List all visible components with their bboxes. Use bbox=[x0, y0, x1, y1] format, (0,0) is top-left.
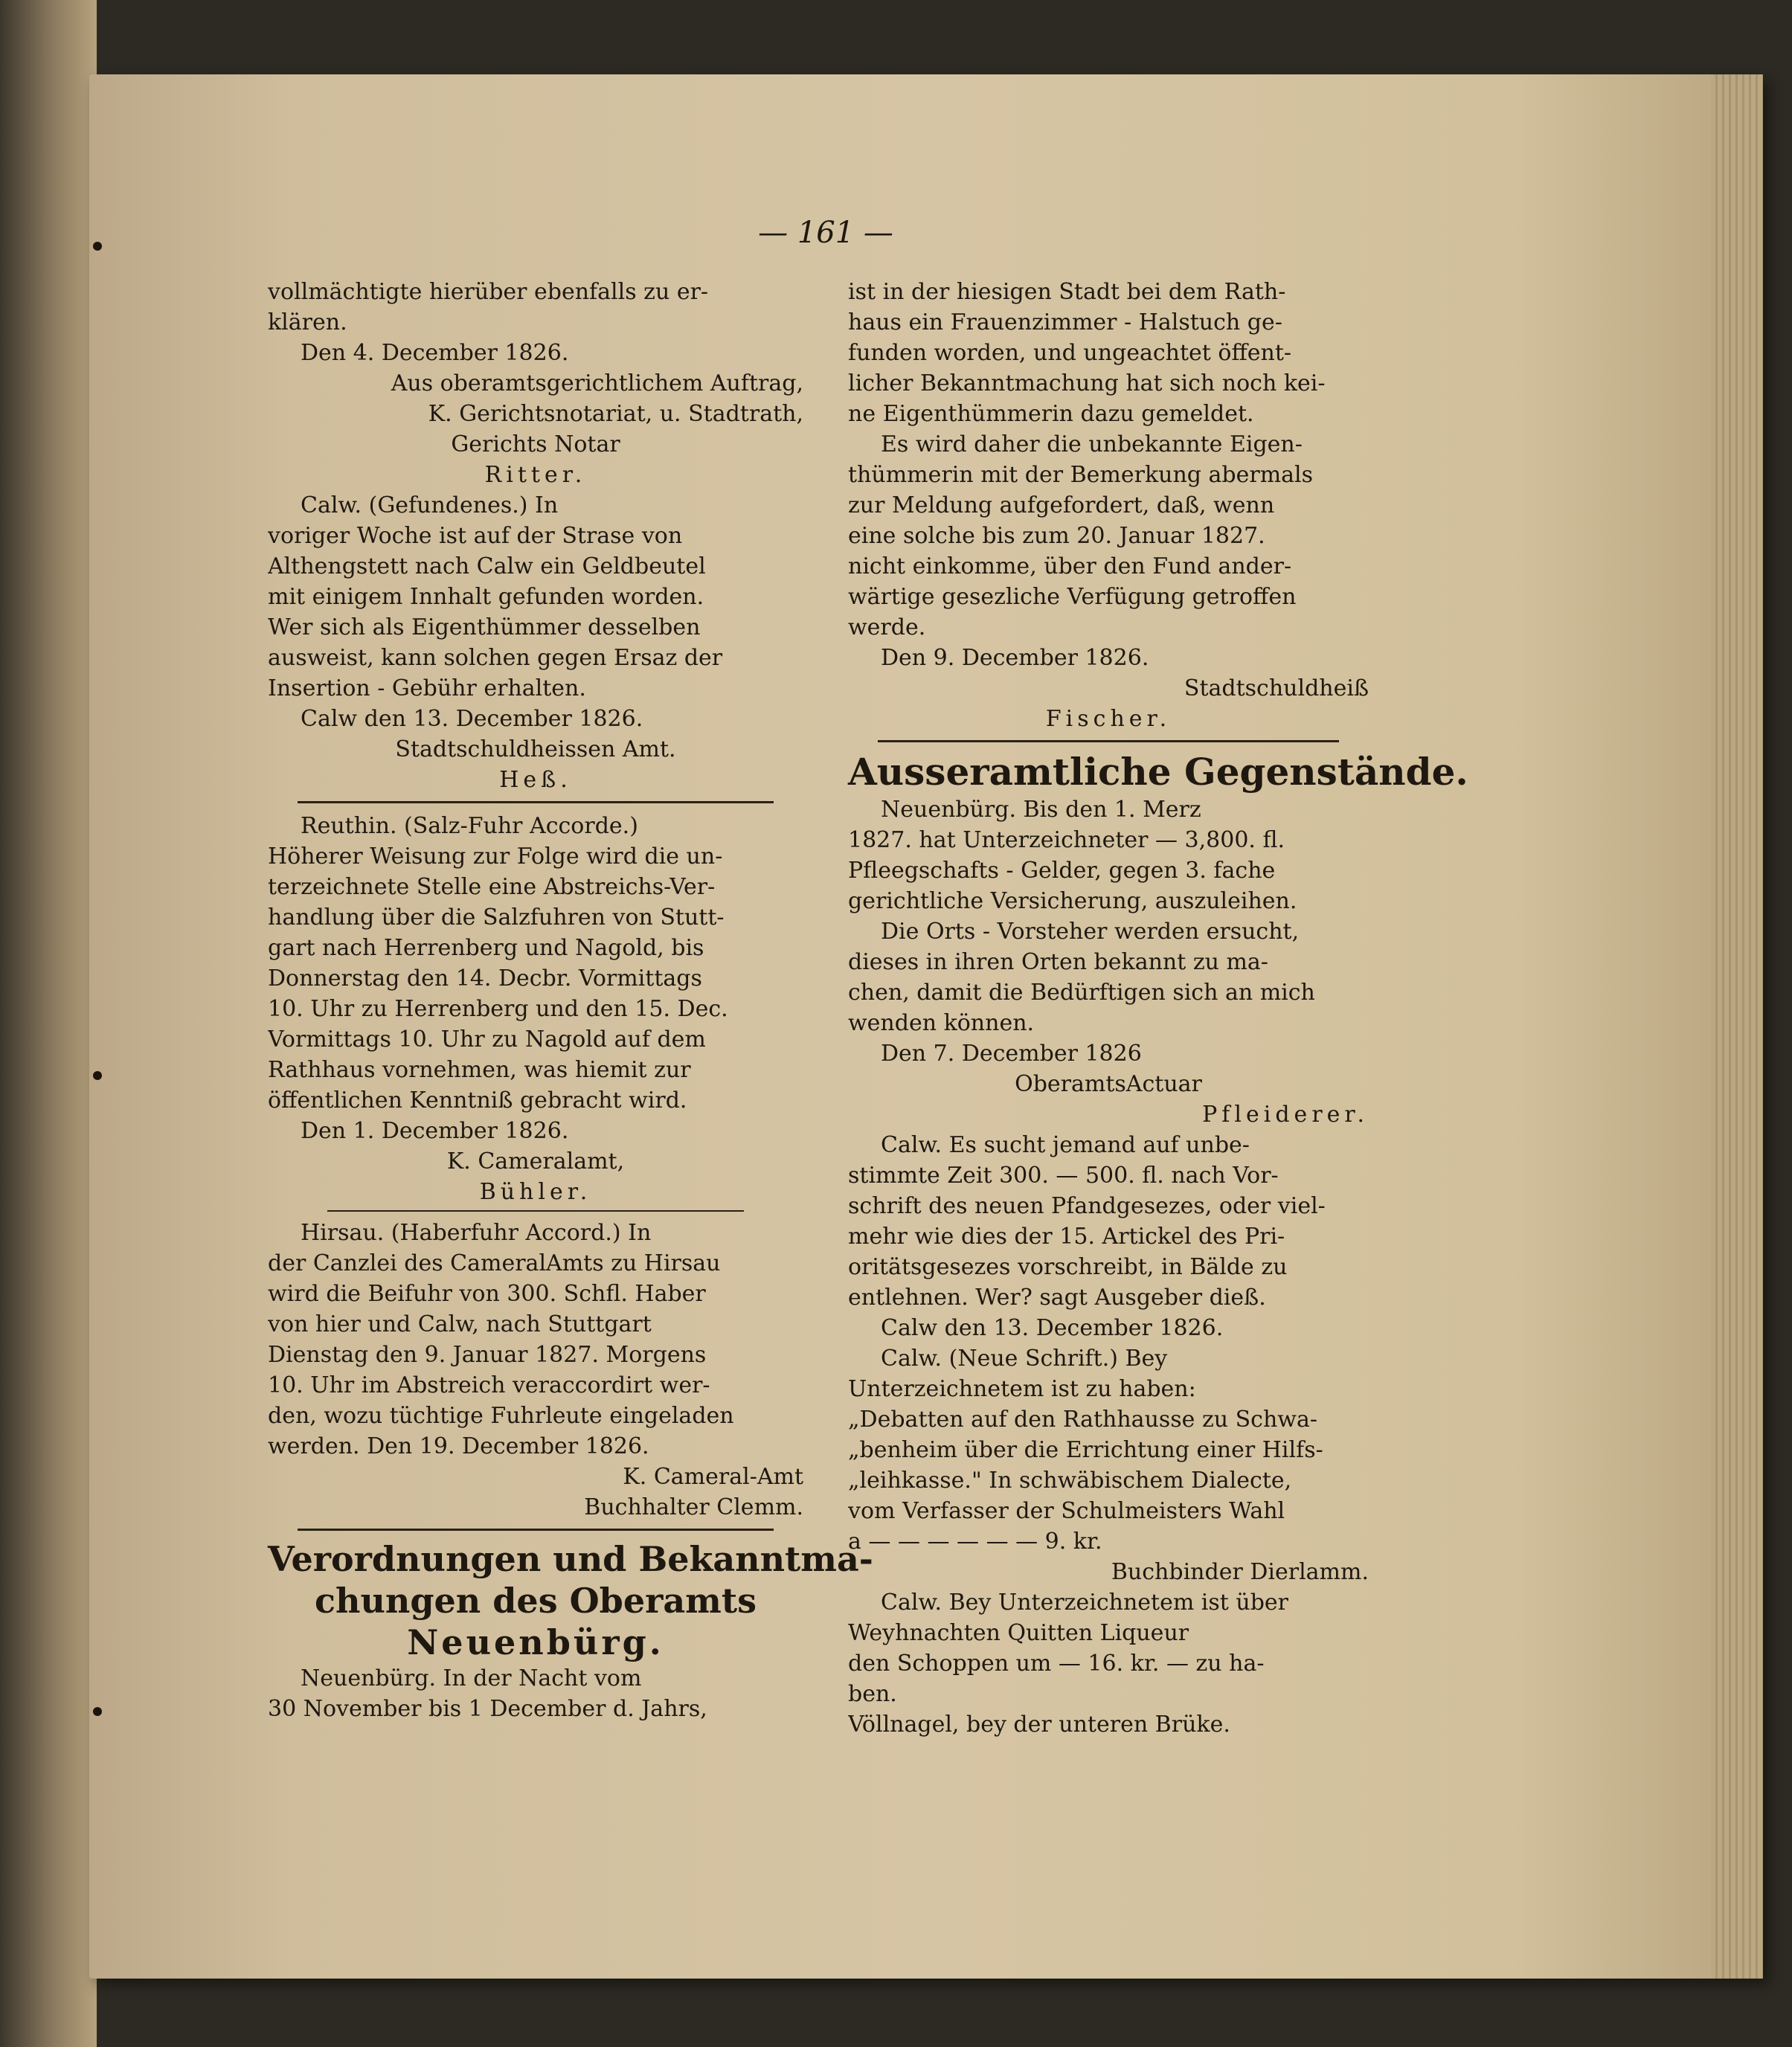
section-heading-line: Neuenbürg. bbox=[407, 1622, 664, 1662]
text-line: Aus oberamtsgerichtlichem Auftrag, bbox=[391, 370, 803, 396]
text-line: Donnerstag den 14. Decbr. Vormittags bbox=[268, 965, 702, 992]
margin-mark bbox=[93, 1071, 102, 1080]
text-line: Den 1. December 1826. bbox=[301, 1118, 569, 1144]
text-line: Althengstett nach Calw ein Geldbeutel bbox=[268, 553, 706, 579]
text-line: a — — — — — — 9. kr. bbox=[848, 1529, 1102, 1555]
left-tail bbox=[268, 1663, 803, 1724]
text-line: Fischer. bbox=[1045, 706, 1172, 732]
text-line: ben. bbox=[848, 1681, 897, 1707]
text-line: wenden können. bbox=[848, 1010, 1035, 1036]
text-line: den Schoppen um — 16. kr. — zu ha- bbox=[848, 1651, 1265, 1677]
text-line: Stadtschuldheissen Amt. bbox=[395, 736, 676, 762]
text-line: Höherer Weisung zur Folge wird die un- bbox=[268, 843, 723, 870]
text-line: schrift des neuen Pfandgesezes, oder viel- bbox=[848, 1193, 1326, 1219]
text-line: K. Cameralamt, bbox=[446, 1148, 625, 1174]
text-line: haus ein Frauenzimmer - Halstuch ge- bbox=[848, 309, 1282, 335]
text-line: Es wird daher die unbekannte Eigen- bbox=[881, 431, 1303, 457]
text-line: wärtige gesezliche Verfügung getroffen bbox=[848, 584, 1297, 610]
margin-mark bbox=[93, 242, 102, 251]
text-line: Neuenbürg. Bis den 1. Merz bbox=[881, 797, 1201, 823]
text-line: Reuthin. (Salz-Fuhr Accorde.) bbox=[301, 813, 638, 839]
text-line: 1827. hat Unterzeichneter — 3,800. fl. bbox=[848, 827, 1285, 853]
text-line: Unterzeichnetem ist zu haben: bbox=[848, 1376, 1196, 1402]
notice-darlehen bbox=[848, 1130, 1369, 1343]
text-line: Calw. Es sucht jemand auf unbe- bbox=[881, 1132, 1250, 1158]
text-line: eine solche bis zum 20. Januar 1827. bbox=[848, 523, 1265, 549]
page-number: — 161 — bbox=[758, 216, 893, 250]
section-heading-line: chungen des Oberamts bbox=[315, 1581, 757, 1621]
text-line: Weyhnachten Quitten Liqueur bbox=[848, 1620, 1189, 1646]
notice-neue-schrift bbox=[848, 1343, 1369, 1587]
margin-mark bbox=[93, 1707, 102, 1716]
notice-gefundenes bbox=[268, 490, 803, 795]
left-column bbox=[268, 277, 873, 1724]
text-line: Gerichts Notar bbox=[451, 431, 620, 457]
text-line: „benheim über die Errichtung einer Hilfs- bbox=[848, 1437, 1323, 1463]
text-line: Calw den 13. December 1826. bbox=[881, 1315, 1224, 1341]
notice-rule bbox=[298, 801, 774, 803]
text-line: gerichtliche Versicherung, auszuleihen. bbox=[848, 888, 1297, 914]
text-line: Bühler. bbox=[479, 1179, 592, 1205]
text-line: klären. bbox=[268, 309, 347, 335]
text-line: „Debatten auf den Rathhausse zu Schwa- bbox=[848, 1407, 1318, 1433]
text-line: 30 November bis 1 December d. Jahrs, bbox=[268, 1696, 707, 1722]
text-line: dieses in ihren Orten bekannt zu ma- bbox=[848, 949, 1268, 975]
text-line: terzeichnete Stelle eine Abstreichs-Ver- bbox=[268, 874, 716, 900]
text-line: Neuenbürg. In der Nacht vom bbox=[301, 1665, 642, 1691]
text-line: öffentlichen Kenntniß gebracht wird. bbox=[268, 1087, 687, 1114]
text-line: Ritter. bbox=[484, 462, 587, 488]
text-line: funden worden, und ungeachtet öffent- bbox=[848, 340, 1292, 366]
text-line: wird die Beifuhr von 300. Schfl. Haber bbox=[268, 1281, 706, 1307]
right-notices bbox=[848, 794, 1369, 1740]
section-heading: Ausseramtliche Gegenstände. bbox=[848, 750, 1468, 794]
text-line: Buchbinder Dierlamm. bbox=[1111, 1559, 1369, 1585]
text-line: Rathhaus vornehmen, was hiemit zur bbox=[268, 1057, 691, 1083]
text-line: werden. Den 19. December 1826. bbox=[268, 1433, 649, 1459]
text-line: werde. bbox=[848, 614, 926, 640]
text-line: Pfleiderer. bbox=[1202, 1102, 1369, 1128]
text-line: von hier und Calw, nach Stuttgart bbox=[268, 1311, 652, 1337]
text-line: oritätsgesezes vorschreibt, in Bälde zu bbox=[848, 1254, 1288, 1280]
notice-salz-fuhr bbox=[268, 801, 803, 1207]
notice-continuation bbox=[268, 277, 803, 490]
text-line: Hirsau. (Haberfuhr Accord.) In bbox=[301, 1220, 652, 1246]
notice-haberfuhr bbox=[268, 1210, 803, 1523]
text-line: OberamtsActuar bbox=[1015, 1071, 1202, 1097]
text-line: Die Orts - Vorsteher werden ersucht, bbox=[881, 919, 1300, 945]
notice-pfleegschaft bbox=[848, 794, 1369, 1130]
text-line: ist in der hiesigen Stadt bei dem Rath- bbox=[848, 279, 1286, 305]
page-edge bbox=[1711, 74, 1763, 1979]
text-line: Calw den 13. December 1826. bbox=[301, 706, 643, 732]
book-spine bbox=[0, 0, 97, 2047]
text-line: gart nach Herrenberg und Nagold, bis bbox=[268, 935, 704, 961]
right-column bbox=[848, 277, 1468, 1740]
text-line: Dienstag den 9. Januar 1827. Morgens bbox=[268, 1342, 707, 1368]
notice-quitten-liqueur bbox=[848, 1587, 1369, 1740]
text-line: handlung über die Salzfuhren von Stutt- bbox=[268, 904, 725, 931]
text-line: Den 4. December 1826. bbox=[301, 340, 569, 366]
text-line: Pfleegschafts - Gelder, gegen 3. fache bbox=[848, 858, 1276, 884]
text-line: stimmte Zeit 300. — 500. fl. nach Vor- bbox=[848, 1163, 1279, 1189]
text-line: Buchhalter Clemm. bbox=[584, 1494, 803, 1520]
text-line: zur Meldung aufgefordert, daß, wenn bbox=[848, 492, 1275, 518]
text-line: vollmächtigte hierüber ebenfalls zu er- bbox=[268, 279, 709, 305]
text-line: mit einigem Innhalt gefunden worden. bbox=[268, 584, 704, 610]
text-line: Insertion - Gebühr erhalten. bbox=[268, 675, 586, 701]
right-notice-top bbox=[848, 277, 1369, 734]
text-line: Calw. (Neue Schrift.) Bey bbox=[881, 1346, 1168, 1372]
text-line: 10. Uhr zu Herrenberg und den 15. Dec. bbox=[268, 996, 728, 1022]
text-line: thümmerin mit der Bemerkung abermals bbox=[848, 462, 1314, 488]
section-rule bbox=[878, 740, 1339, 742]
text-line: K. Gerichtsnotariat, u. Stadtrath, bbox=[428, 401, 803, 427]
section-rule bbox=[298, 1529, 774, 1531]
text-line: ne Eigenthümmerin dazu gemeldet. bbox=[848, 401, 1254, 427]
text-line: „leihkasse." In schwäbischem Dialecte, bbox=[848, 1468, 1292, 1494]
text-line: K. Cameral-Amt bbox=[623, 1464, 803, 1490]
text-line: mehr wie dies der 15. Artickel des Pri- bbox=[848, 1224, 1285, 1250]
section-heading-line: Verordnungen und Bekanntma- bbox=[268, 1539, 873, 1579]
text-line: licher Bekanntmachung hat sich noch kei- bbox=[848, 370, 1326, 396]
text-line: voriger Woche ist auf der Strase von bbox=[268, 523, 683, 549]
text-line: Vormittags 10. Uhr zu Nagold auf dem bbox=[268, 1026, 706, 1053]
text-line: den, wozu tüchtige Fuhrleute eingeladen bbox=[268, 1403, 734, 1429]
text-line: Den 9. December 1826. bbox=[881, 645, 1149, 671]
text-line: der Canzlei des CameralAmts zu Hirsau bbox=[268, 1250, 721, 1276]
text-line: chen, damit die Bedürftigen sich an mich bbox=[848, 980, 1315, 1006]
text-line: Calw. Bey Unterzeichnetem ist über bbox=[881, 1590, 1289, 1616]
text-line: entlehnen. Wer? sagt Ausgeber dieß. bbox=[848, 1285, 1266, 1311]
text-line: Heß. bbox=[499, 767, 572, 793]
text-line: Den 7. December 1826 bbox=[881, 1041, 1142, 1067]
notice-rule bbox=[327, 1210, 744, 1212]
text-line: Völlnagel, bey der unteren Brüke. bbox=[848, 1712, 1230, 1738]
text-line: Wer sich als Eigenthümmer desselben bbox=[268, 614, 701, 640]
text-line: nicht einkomme, über den Fund ander- bbox=[848, 553, 1292, 579]
text-line: 10. Uhr im Abstreich veraccordirt wer- bbox=[268, 1372, 710, 1398]
text-line: Stadtschuldheiß bbox=[1184, 675, 1369, 701]
text-line: vom Verfasser der Schulmeisters Wahl bbox=[848, 1498, 1285, 1524]
text-line: ausweist, kann solchen gegen Ersaz der bbox=[268, 645, 723, 671]
text-line: Calw. (Gefundenes.) In bbox=[301, 492, 559, 518]
left-notices bbox=[268, 277, 803, 1523]
